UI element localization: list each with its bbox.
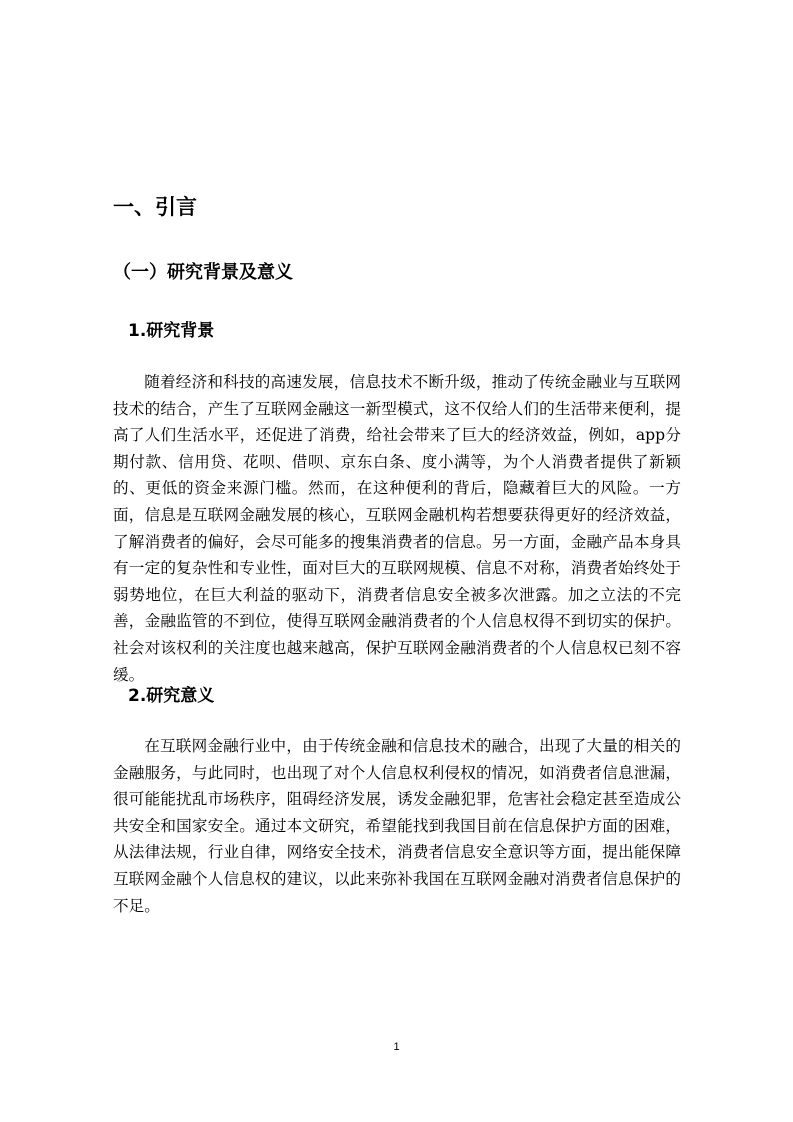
section-heading: （一）研究背景及意义 (113, 262, 293, 283)
subsection-heading-significance: 2.研究意义 (128, 686, 215, 706)
page-number: 1 (393, 1041, 400, 1053)
subsection-heading-background: 1.研究背景 (128, 321, 215, 341)
significance-paragraph: 在互联网金融行业中，由于传统金融和信息技术的融合，出现了大量的相关的金融服务，与此同时，也出现了对个人信息权利侵权的情况，如消费者信息泄漏，很可能能扰乱市场秩序，阻碍经济发展，诱发金融犯罪，危害社会稳定甚至造成公共安全和国家安全。通过本文研究，希望能找到我国目前在信息保护方面的困难，从法律法规，行业自律，网络安全技术，消费者信息安全意识等方面，提出能保障互联网金融个人信息权的建议，以此来弥补我国在互联网金融对消费者信息保护的不足。 (113, 737, 681, 915)
background-paragraph: 随着经济和科技的高速发展，信息技术不断升级，推动了传统金融业与互联网技术的结合，产生了互联网金融这一新型模式，这不仅给人们的生活带来便利，提高了人们生活水平，还促进了消费，给社会带来了巨大的经济效益，例如，app分期付款、信用贷、花呗、借呗、京东白条、度小满等，为个人消费者提供了新颖的、更低的资金来源门槛。然而，在这种便利的背后，隐藏着巨大的风险。一方面，信息是互联网金融发展的核心，互联网金融机构若想要获得更好的经济效益，了解消费者的偏好，会尽可能多的搜集消费者的信息。另一方面，金融产品本身具有一定的复杂性和专业性，面对巨大的互联网规模、信息不对称，消费者始终处于弱势地位，在巨大利益的驱动下，消费者信息安全被多次泄露。加之立法的不完善，金融监管的不到位，使得互联网金融消费者的个人信息权得不到切实的保护。社会对该权利的关注度也越来越高，保护互联网金融消费者的个人信息权已刻不容缓。 (113, 373, 681, 684)
chapter-heading: 一、引言 (113, 195, 197, 219)
